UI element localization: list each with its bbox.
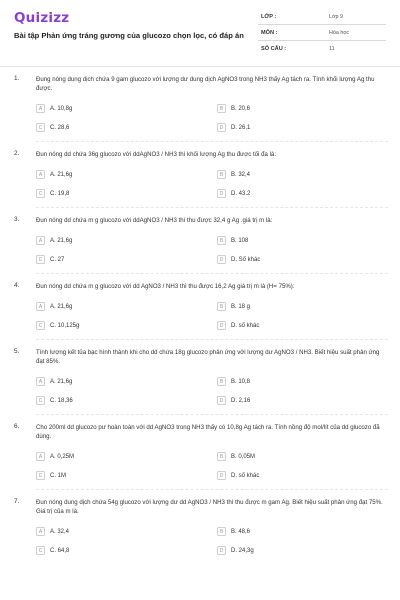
worksheet-header	[0, 0, 400, 66]
answer-option[interactable]	[36, 168, 217, 181]
option-letter-box: D	[217, 123, 226, 132]
answer-option[interactable]	[36, 375, 217, 388]
option-text: D. Số khác	[231, 256, 261, 263]
answer-option[interactable]	[217, 300, 378, 313]
option-text: C. 27	[50, 256, 65, 263]
question-block	[0, 282, 400, 340]
answer-options	[36, 450, 388, 482]
meta-row-class	[258, 9, 386, 25]
question-text: Đun nóng dung dịch chứa 54g glucozo với lượng dư dd AgNO3 / NH3 thì thu được m gam Ag. Biết hiệu suất phản ứng đạt 75%. Giá trị của m là.	[36, 499, 383, 515]
option-letter-box: D	[217, 396, 226, 405]
option-letter-box: A	[36, 377, 45, 386]
page-title: Bài tập Phản ứng tráng gương của glucozo chọn lọc, có đáp án	[14, 31, 244, 40]
answer-option[interactable]	[217, 450, 378, 463]
option-letter-box: A	[36, 170, 45, 179]
option-text: D. số khác	[231, 322, 260, 329]
question-text: Đun nóng dd chứa m g glucozo với dd AgNO3 / NH3 thì thu được 16,2 Ag giá trị m là (H= 75%):	[36, 283, 295, 290]
answer-option[interactable]	[36, 253, 217, 266]
question-separator	[36, 207, 388, 208]
answer-option[interactable]	[217, 375, 378, 388]
question-text: Cho 200ml dd glucozo pư hoàn toàn với dd AgNO3 trong NH3 thấy có 10,8g Ag tách ra. Tính nồng độ mol/lít của dd glucozo đã dùng.	[36, 424, 380, 440]
option-text: D. 26,1	[231, 124, 251, 131]
option-letter-box: A	[36, 236, 45, 245]
option-text: C. 1M	[50, 472, 67, 479]
question-separator	[36, 414, 388, 415]
option-text: A. 21,6g	[50, 171, 73, 178]
option-text: C. 64,8	[50, 547, 70, 554]
question-block	[0, 150, 400, 208]
option-letter-box: A	[36, 302, 45, 311]
option-text: C. 10,125g	[50, 322, 80, 329]
meta-label: MÔN :	[261, 29, 278, 36]
option-text: A. 21,6g	[50, 237, 73, 244]
answer-option[interactable]	[36, 469, 217, 482]
option-letter-box: C	[36, 189, 45, 198]
answer-options	[36, 102, 388, 134]
option-text: C. 19,8	[50, 190, 70, 197]
answer-options	[36, 525, 388, 557]
option-letter-box: C	[36, 396, 45, 405]
answer-option[interactable]	[217, 253, 378, 266]
question-number: 7.	[14, 498, 20, 505]
answer-option[interactable]	[36, 102, 217, 115]
option-letter-box: D	[217, 321, 226, 330]
answer-option[interactable]	[217, 102, 378, 115]
option-letter-box: B	[217, 302, 226, 311]
meta-value: Hóa học	[329, 29, 350, 36]
answer-option[interactable]	[217, 234, 378, 247]
option-text: B. 108	[231, 237, 249, 244]
question-number: 1.	[14, 75, 20, 82]
question-text: Đun nóng dd chứa m g glucozo với ddAgNO3 / NH3 thì thu được 32,4 g Ag .giá trị m là:	[36, 217, 273, 224]
option-text: B. 0,05M	[231, 453, 256, 460]
answer-option[interactable]	[36, 234, 217, 247]
option-text: A. 10,8g	[50, 105, 73, 112]
option-letter-box: D	[217, 546, 226, 555]
answer-option[interactable]	[36, 319, 217, 332]
option-letter-box: D	[217, 255, 226, 264]
answer-options	[36, 375, 388, 407]
option-text: A. 21,6g	[50, 378, 73, 385]
question-number: 6.	[14, 423, 20, 430]
answer-options	[36, 168, 388, 200]
answer-option[interactable]	[36, 121, 217, 134]
option-letter-box: C	[36, 471, 45, 480]
option-letter-box: B	[217, 377, 226, 386]
option-text: B. 48,6	[231, 528, 251, 535]
question-block	[0, 348, 400, 415]
option-text: A. 0,25M	[50, 453, 75, 460]
answer-option[interactable]	[36, 450, 217, 463]
question-block	[0, 75, 400, 142]
question-block	[0, 498, 400, 557]
question-separator	[36, 273, 388, 274]
question-number: 3.	[14, 216, 20, 223]
header-divider	[0, 66, 400, 67]
question-number: 4.	[14, 282, 20, 289]
option-text: A. 21,6g	[50, 303, 73, 310]
option-letter-box: A	[36, 452, 45, 461]
question-separator	[36, 141, 388, 142]
option-letter-box: B	[217, 104, 226, 113]
meta-value: 11	[329, 45, 335, 52]
answer-option[interactable]	[217, 319, 378, 332]
option-letter-box: D	[217, 189, 226, 198]
question-block	[0, 423, 400, 490]
option-letter-box: B	[217, 170, 226, 179]
option-text: D. 43.2	[231, 190, 251, 197]
question-list	[0, 75, 400, 557]
answer-option[interactable]	[217, 187, 378, 200]
answer-option[interactable]	[217, 394, 378, 407]
option-text: C. 18,36	[50, 397, 73, 404]
option-letter-box: C	[36, 255, 45, 264]
option-text: D. 24,3g	[231, 547, 254, 554]
option-letter-box: B	[217, 527, 226, 536]
option-text: B. 10,8	[231, 378, 251, 385]
option-letter-box: C	[36, 321, 45, 330]
answer-options	[36, 234, 388, 266]
question-separator	[36, 489, 388, 490]
option-letter-box: A	[36, 527, 45, 536]
question-number: 2.	[14, 150, 20, 157]
answer-option[interactable]	[217, 525, 378, 538]
question-separator	[36, 339, 388, 340]
option-text: D. 2,16	[231, 397, 251, 404]
answer-option[interactable]	[217, 121, 378, 134]
worksheet-meta	[258, 9, 386, 56]
option-letter-box: D	[217, 471, 226, 480]
meta-label: SỐ CÂU :	[261, 45, 287, 52]
option-letter-box: C	[36, 123, 45, 132]
answer-option[interactable]	[217, 168, 378, 181]
meta-row-subject	[258, 25, 386, 41]
meta-value: Lớp 9	[329, 13, 344, 20]
option-letter-box: A	[36, 104, 45, 113]
answer-option[interactable]	[36, 300, 217, 313]
option-text: B. 18 g	[231, 303, 251, 310]
answer-option[interactable]	[217, 469, 378, 482]
answer-option[interactable]	[36, 525, 217, 538]
answer-option[interactable]	[36, 187, 217, 200]
answer-option[interactable]	[36, 394, 217, 407]
meta-label: LỚP :	[261, 13, 277, 20]
option-text: B. 20,6	[231, 105, 251, 112]
quizizz-logo: Quizizz	[14, 10, 70, 26]
question-text: Đung nóng dung dịch chứa 9 gam glucozo với lượng dư dung dịch AgNO3 trong NH3 thấy Ag tách ra. Tính khối lượng Ag thu được.	[36, 76, 375, 92]
option-text: B. 32,4	[231, 171, 251, 178]
option-text: C. 28,6	[50, 124, 70, 131]
question-number: 5.	[14, 348, 20, 355]
option-letter-box: B	[217, 236, 226, 245]
answer-option[interactable]	[36, 544, 217, 557]
meta-row-question-count	[258, 41, 386, 56]
option-text: D. số khác	[231, 472, 260, 479]
question-text: Đun nóng dd chứa 36g glucozo với ddAgNO3 / NH3 thì khối lượng Ag thu được tối đa là:	[36, 151, 277, 158]
option-letter-box: B	[217, 452, 226, 461]
option-text: A. 32,4	[50, 528, 70, 535]
question-block	[0, 216, 400, 274]
answer-option[interactable]	[217, 544, 378, 557]
question-text: Tính lượng kết tủa bạc hình thành khi cho dd chứa 18g glucozo phản ứng với lượng dư AgNO3 / NH3. Biết hiệu suất phản ứng đạt 85%.	[36, 349, 380, 365]
answer-options	[36, 300, 388, 332]
option-letter-box: C	[36, 546, 45, 555]
